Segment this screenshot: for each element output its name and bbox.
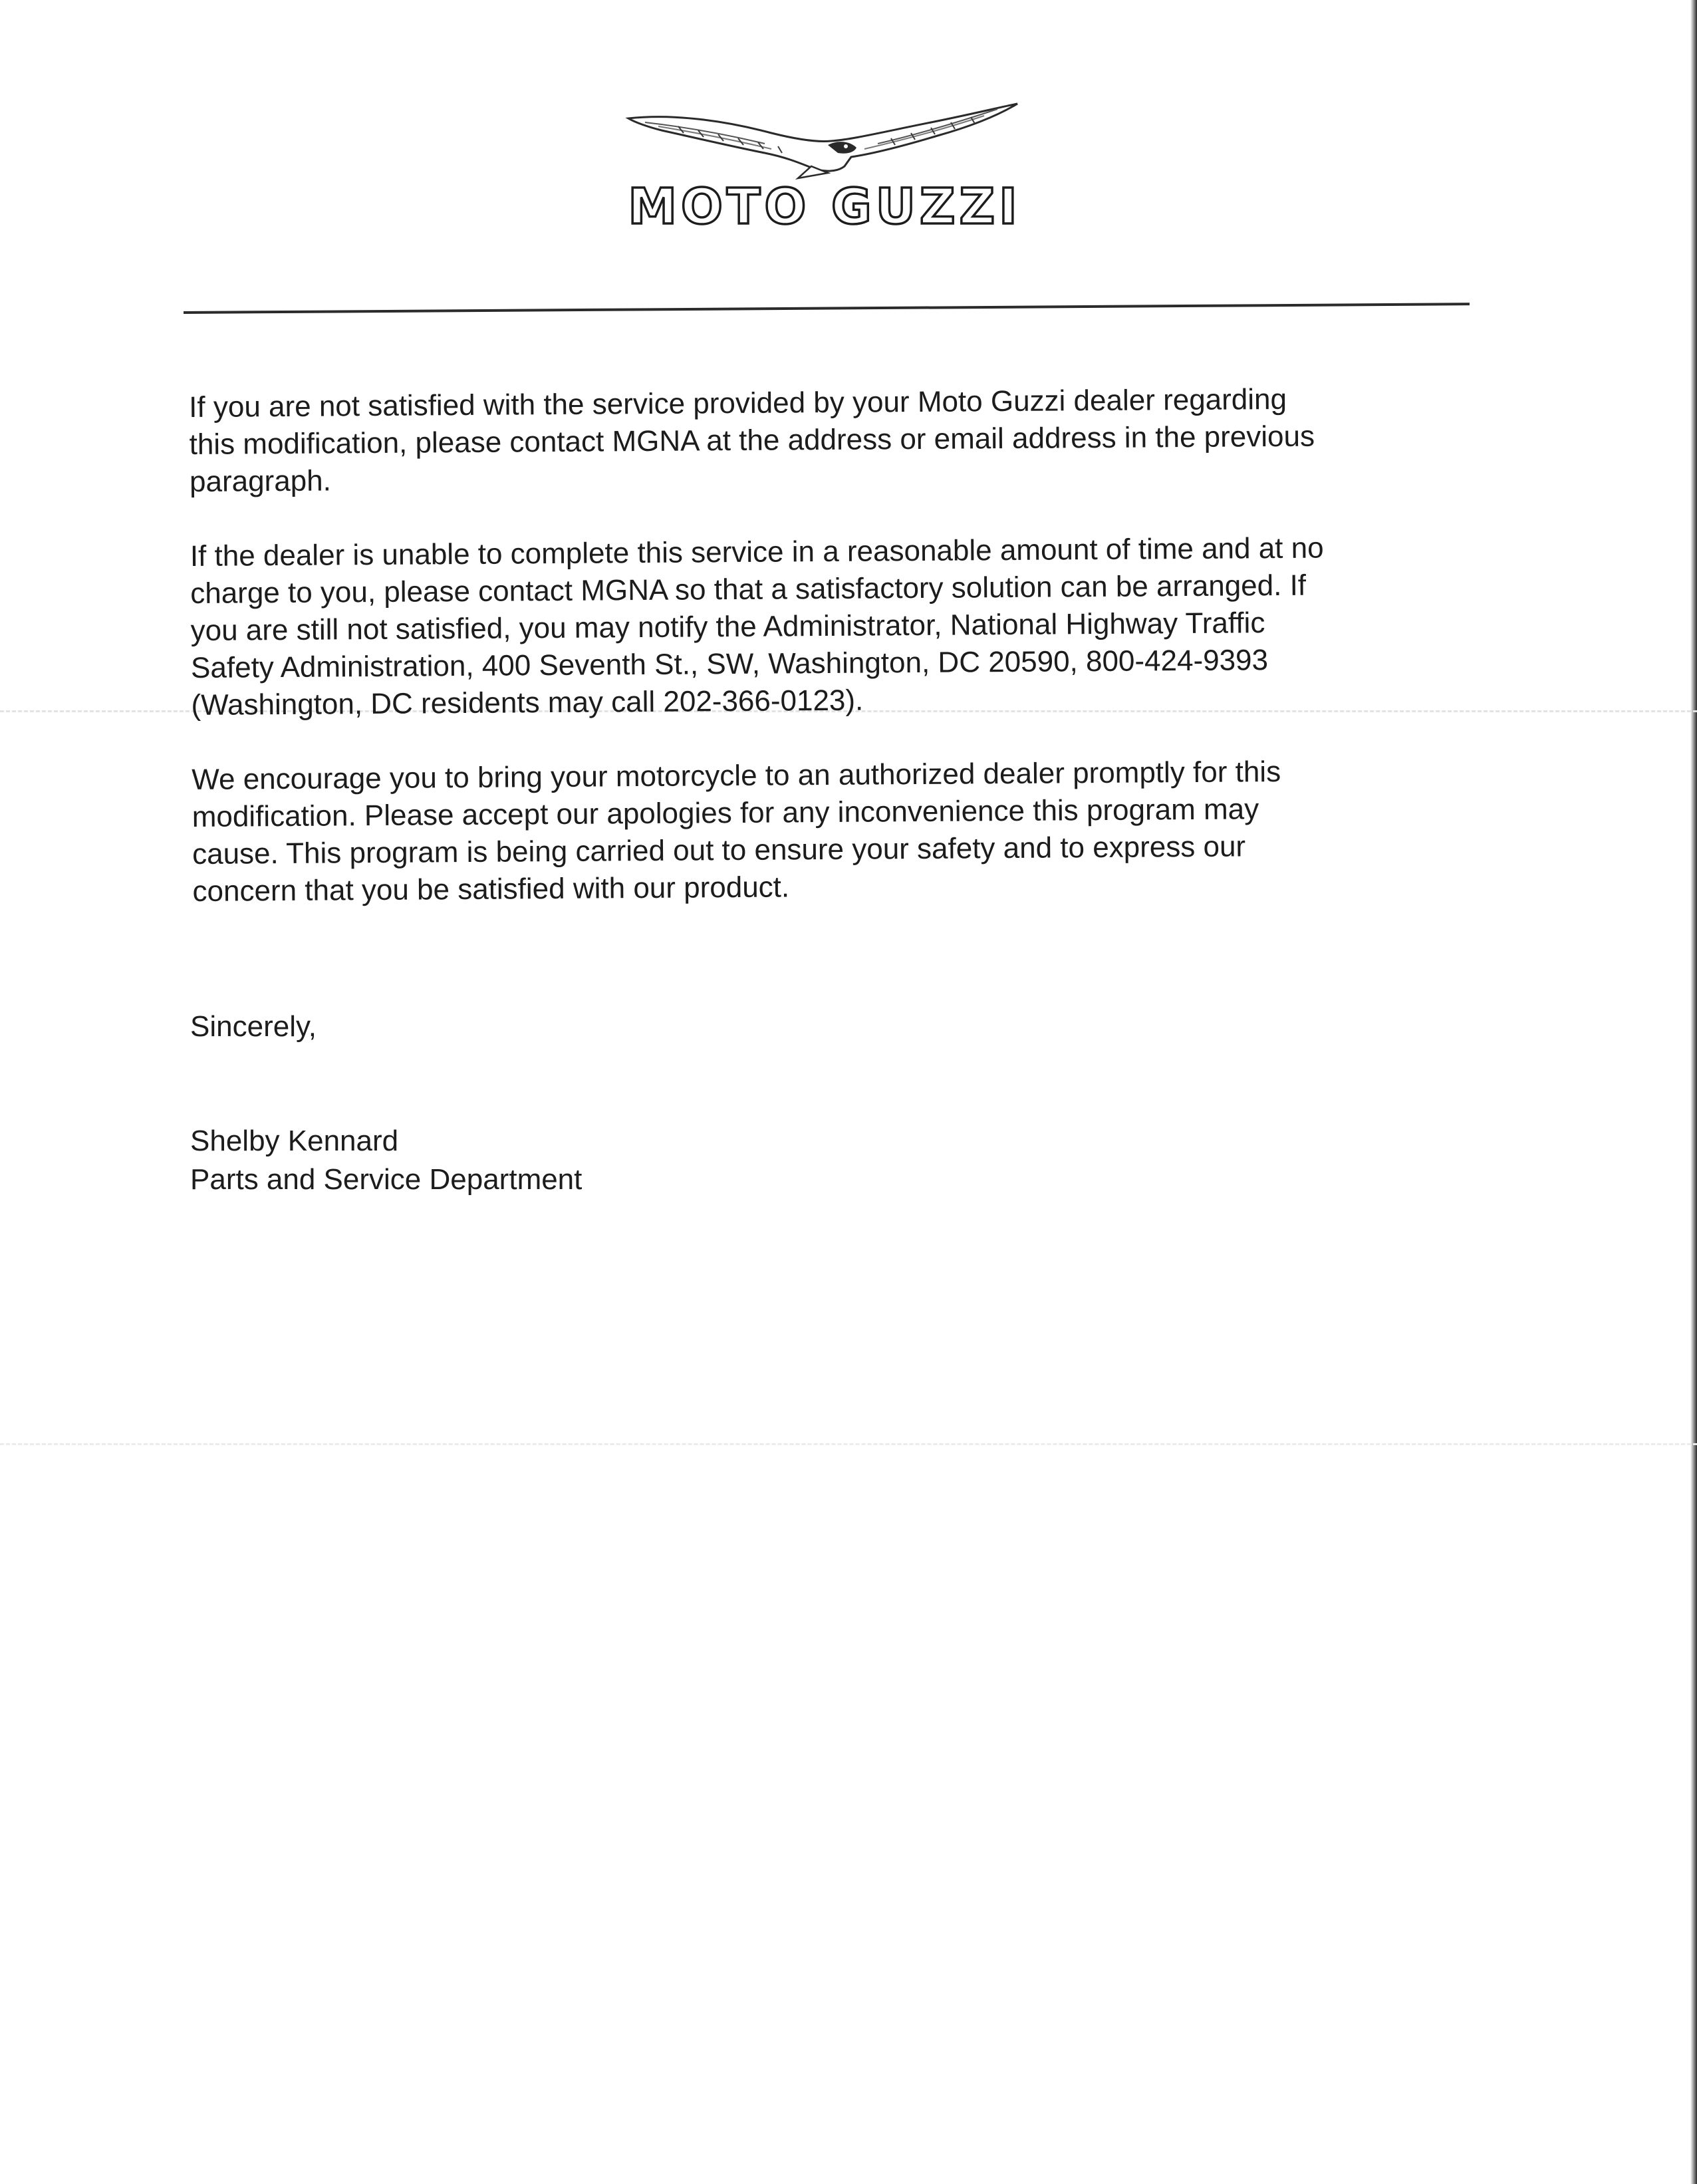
paragraph-complaint-contact: If you are not satisfied with the service provided by your Moto Guzzi dealer regarding this modification, please contact MGNA at the address or email address in the previous paragraph. [189,382,1315,498]
letterhead-rule [184,303,1470,314]
eagle-logo-icon [598,93,1051,239]
scan-edge [1690,0,1697,2184]
letter-body [189,380,1476,910]
signer-name: Shelby Kennard [190,1125,399,1157]
moto-guzzi-logo [598,93,1051,239]
paragraph-nhtsa-notice: If the dealer is unable to complete this service in a reasonable amount of time and at no charge to you, please contact MGNA so that a satisfactory solution can be arranged. If you are still not satisfied, you may notify the Administrator, National Highway Traffic Safety Administration, 400 Seventh St., SW, Washington, DC 20590, 800-424-9393 (Washington, DC residents may call 202-366-0123). [190,531,1324,722]
fold-line-lower [0,1443,1697,1445]
paragraph-encouragement: We encourage you to bring your motorcycle to an authorized dealer promptly for this modification. Please accept our apologies for any inconvenience this program may cause. This program is being carried out to ensure your safety and to express our concern that you be satisfied with our product. [192,755,1281,908]
closing-salutation: Sincerely, [190,1010,317,1043]
brand-wordmark: MOTO GUZZI [628,178,1021,235]
signer-department: Parts and Service Department [190,1163,583,1196]
